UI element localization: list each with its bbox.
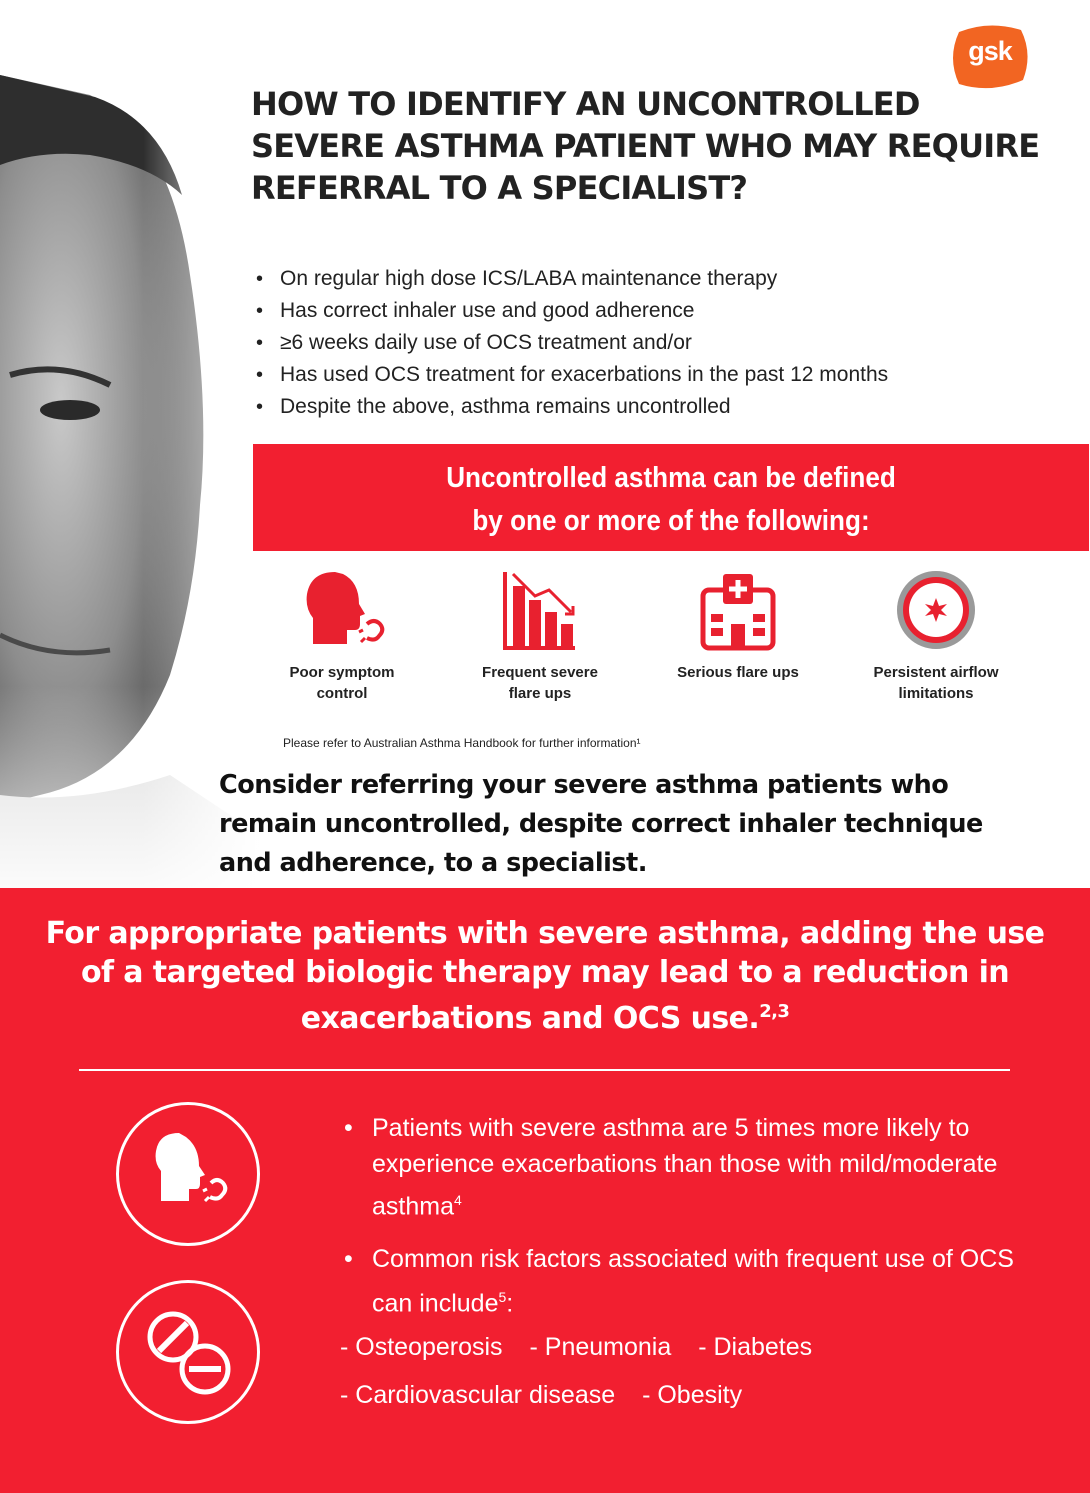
cough-head-icon [297,568,387,652]
facts-list [340,1110,1040,1419]
pills-icon [119,1283,257,1421]
biologic-therapy-section [0,888,1090,1493]
list-item: • ≥6 weeks daily use of OCS treatment and/or [256,327,1016,359]
gsk-logo [949,24,1031,90]
reference-note: Please refer to Australian Asthma Handbook for further information¹ [283,736,641,750]
risk-factors-row [340,1371,1040,1419]
list-item: • On regular high dose ICS/LABA maintenance therapy [256,263,1016,295]
logo-text: gsk [968,36,1012,66]
list-item: • Has correct inhaler use and good adherence [256,295,1016,327]
list-item: • Has used OCS treatment for exacerbations in the past 12 months [256,359,1016,391]
indicator-label: Frequent severe flare ups [482,664,598,702]
declining-bars-icon [495,568,585,652]
divider [79,1069,1010,1071]
indicator-poor-symptom-control [262,568,422,704]
risk-factor: - Cardiovascular disease [340,1380,616,1409]
risk-factor: - Obesity [642,1380,743,1409]
hospital-icon [693,568,783,652]
indicator-label: Serious flare ups [677,664,799,681]
list-item: • Despite the above, asthma remains uncontrolled [256,391,1016,423]
definition-banner [253,444,1089,551]
indicator-frequent-severe-flare-ups [460,568,620,704]
indicator-persistent-airflow-limitations [856,568,1016,704]
indicator-label: Persistent airflow limitations [873,664,999,702]
indicator-icons [262,568,1062,718]
criteria-list [256,263,1016,423]
airflow-limit-icon [891,568,981,652]
banner-line-2: by one or more of the following: [472,505,870,537]
risk-factor: - Osteoperosis [340,1332,503,1361]
title-superscript: 2,3 [759,1001,790,1022]
section-title: For appropriate patients with severe asthma, adding the use of a targeted biologic therapy may lead to a reduction in exacerbations and OCS use.$^{2,3}$ [45,916,1045,1036]
banner-line-1: Uncontrolled asthma can be defined [446,462,896,494]
risk-factor: - Pneumonia [529,1332,672,1361]
page-title: HOW TO IDENTIFY AN UNCONTROLLED SEVERE ASTHMA PATIENT WHO MAY REQUIRE REFERRAL TO A SPECIALIST? [251,85,1040,207]
cough-head-icon [119,1105,257,1243]
risk-factors-row [340,1323,1040,1371]
risk-factor: - Diabetes [698,1332,813,1361]
indicator-label: Poor symptom control [289,664,395,702]
indicator-serious-flare-ups [658,568,818,683]
pill-circle [116,1280,260,1424]
referral-statement: Consider referring your severe asthma patients who remain uncontrolled, despite correct inhaler technique and adherence, to a specialist. [219,770,983,878]
list-item: • Patients with severe asthma are 5 times more likely to experience exacerbations than those with mild/moderate asthma$^4$ [340,1110,1040,1224]
list-item: • Common risk factors associated with frequent use of OCS can include$^5$: [340,1240,1040,1322]
exacerbation-circle [116,1102,260,1246]
